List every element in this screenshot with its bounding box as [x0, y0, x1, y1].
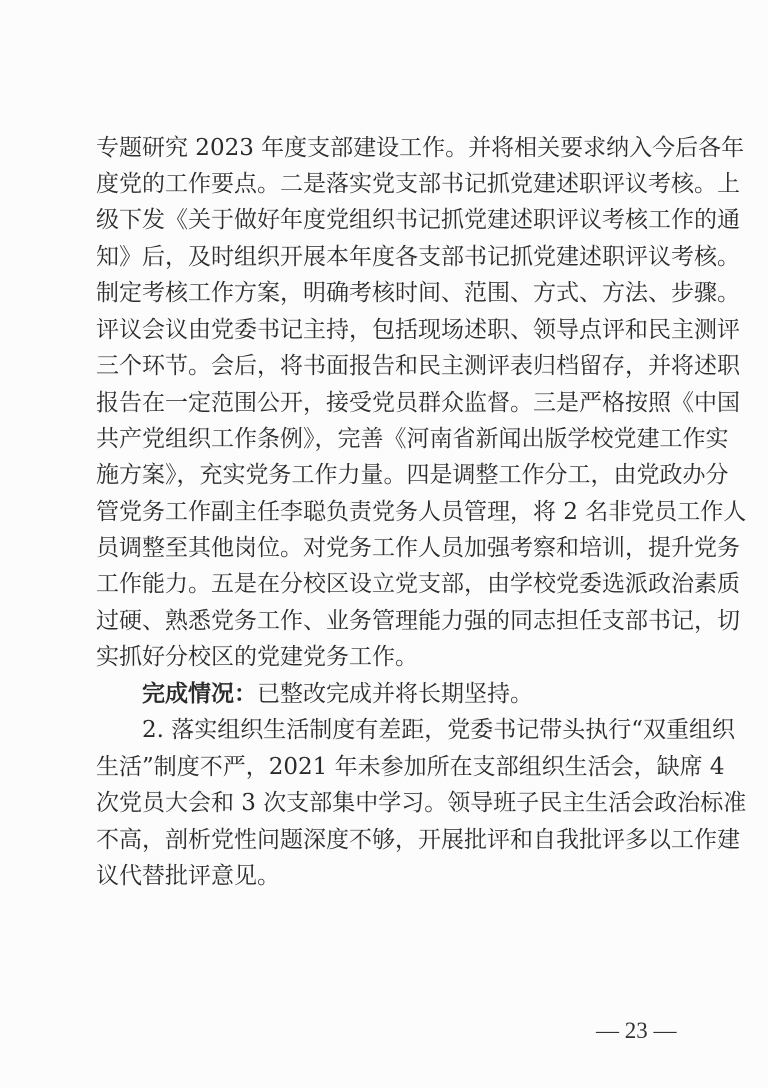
text-line: 2. 落实组织生活制度有差距，党委书记带头执行“双重组织 [142, 717, 736, 743]
text-line: 过硬、熟悉党务工作、业务管理能力强的同志担任支部书记，切 [96, 608, 740, 634]
text-line: 度党的工作要点。二是落实党支部书记抓党建述职评议考核。上 [96, 171, 740, 197]
text-line: 不高，剖析党性问题深度不够，开展批评和自我批评多以工作建 [96, 827, 740, 853]
text-line: 制定考核工作方案，明确考核时间、范围、方式、方法、步骤。 [96, 280, 740, 306]
text-line: 报告在一定范围公开，接受党员群众监督。三是严格按照《中国 [96, 390, 740, 416]
text-line: 管党务工作副主任李聪负责党务人员管理，将 2 名非党员工作人 [96, 499, 747, 525]
completion-label: 完成情况： [142, 680, 257, 707]
text-line: 施方案》，充实党务工作力量。四是调整工作分工，由党政办分 [96, 462, 729, 488]
text-line: 次党员大会和 3 次支部集中学习。领导班子民主生活会政治标准 [96, 790, 747, 816]
text-line: 共产党组织工作条例》，完善《河南省新闻出版学校党建工作实 [96, 426, 729, 452]
text-line: 工作能力。五是在分校区设立党支部，由学校党委选派政治素质 [96, 571, 740, 597]
text-line: 员调整至其他岗位。对党务工作人员加强考察和培训，提升党务 [96, 535, 740, 561]
text-line: 议代替批评意见。 [96, 863, 280, 889]
text-line: 专题研究 2023 年度支部建设工作。并将相关要求纳入今后各年 [96, 135, 745, 161]
text-line: 实抓好分校区的党建党务工作。 [96, 644, 418, 670]
text-line: 评议会议由党委书记主持，包括现场述职、领导点评和民主测评 [96, 317, 740, 343]
text-line: 生活”制度不严，2021 年未参加所在支部组织生活会，缺席 4 [96, 754, 725, 780]
completion-text: 已整改完成并将长期坚持。 [257, 681, 533, 707]
text-line: 级下发《关于做好年度党组织书记抓党建述职评议考核工作的通 [96, 207, 740, 233]
text-line: 三个环节。会后，将书面报告和民主测评表归档留存，并将述职 [96, 353, 740, 379]
page-number: — 23 — [596, 1018, 677, 1043]
text-line: 知》后，及时组织开展本年度各支部书记抓党建述职评议考核。 [96, 244, 740, 270]
completion-status [142, 679, 690, 709]
